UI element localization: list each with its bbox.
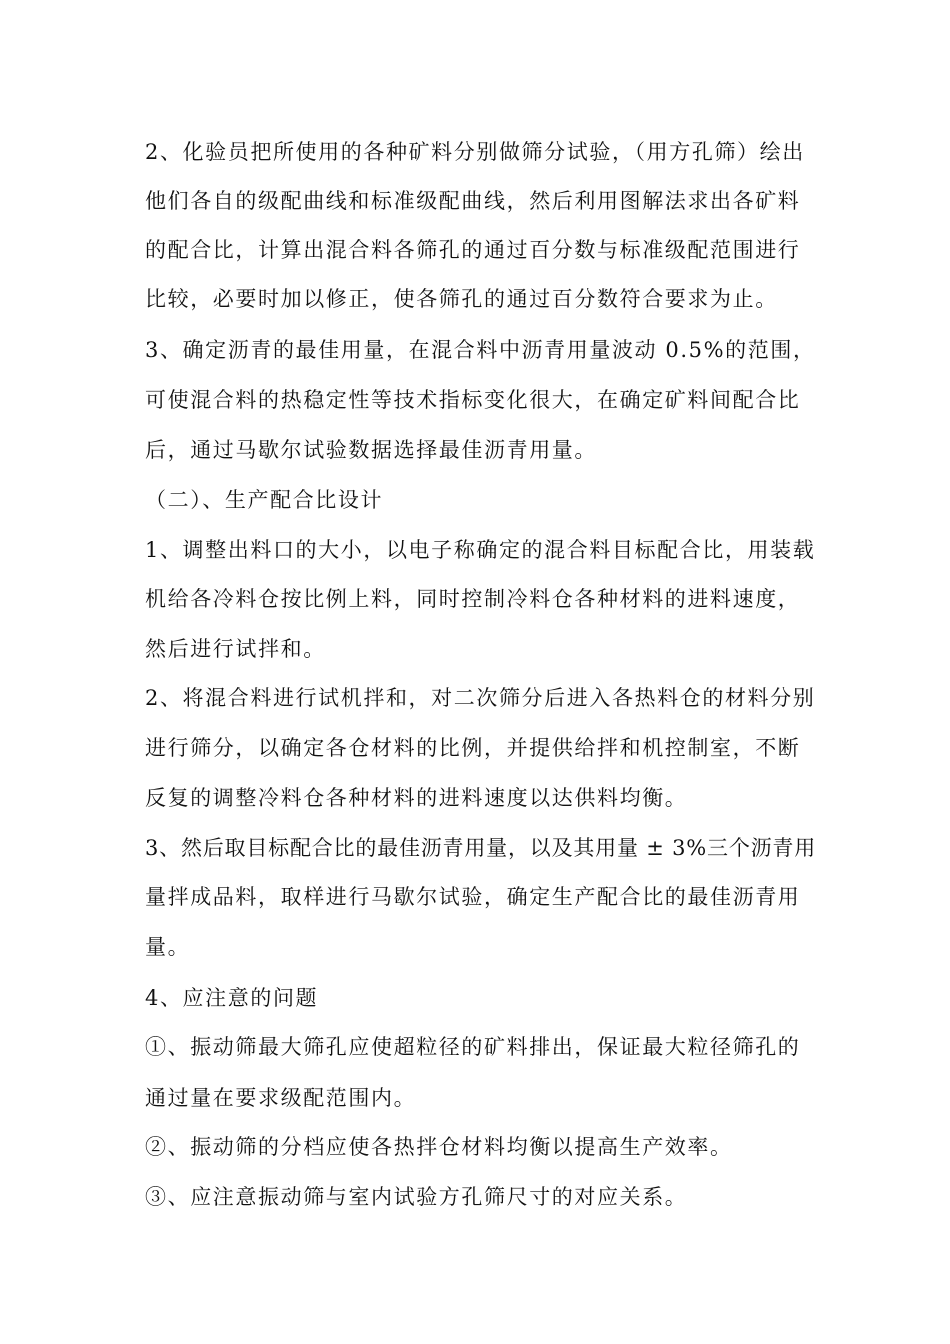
text-line: 1、调整出料口的大小，以电子称确定的混合料目标配合比，用装载 — [145, 538, 816, 562]
text-line: 2、将混合料进行试机拌和，对二次筛分后进入各热料仓的材料分别 — [145, 686, 816, 710]
text-line: 可使混合料的热稳定性等技术指标变化很大，在确定矿料间配合比 — [145, 388, 801, 412]
text-line: 机给各冷料仓按比例上料，同时控制冷料仓各种材料的进料速度， — [145, 587, 801, 611]
text-line: 3、然后取目标配合比的最佳沥青用量，以及其用量 ± 3%三个沥青用 — [145, 836, 817, 860]
text-line: 3、确定沥青的最佳用量，在混合料中沥青用量波动 0.5%的范围， — [145, 338, 816, 362]
text-line: 比较，必要时加以修正，使各筛孔的通过百分数符合要求为止。 — [145, 287, 778, 311]
text-line: 的配合比，计算出混合料各筛孔的通过百分数与标准级配范围进行 — [145, 238, 801, 262]
text-line: 他们各自的级配曲线和标准级配曲线，然后利用图解法求出各矿料 — [145, 189, 801, 213]
text-line: ①、振动筛最大筛孔应使超粒径的矿料排出，保证最大粒径筛孔的 — [145, 1035, 801, 1059]
text-line: ②、振动筛的分档应使各热拌仓材料均衡以提高生产效率。 — [145, 1135, 733, 1159]
text-line: 后，通过马歇尔试验数据选择最佳沥青用量。 — [145, 438, 597, 462]
text-line: 反复的调整冷料仓各种材料的进料速度以达供料均衡。 — [145, 786, 688, 810]
text-line: ③、应注意振动筛与室内试验方孔筛尺寸的对应关系。 — [145, 1185, 688, 1209]
text-line: 量拌成品料，取样进行马歇尔试验，确定生产配合比的最佳沥青用 — [145, 885, 801, 909]
text-line: 然后进行试拌和。 — [145, 637, 326, 661]
text-line: 通过量在要求级配范围内。 — [145, 1086, 417, 1110]
text-line: 进行筛分，以确定各仓材料的比例，并提供给拌和机控制室，不断 — [145, 736, 801, 760]
subsection-heading: 4、应注意的问题 — [145, 986, 319, 1010]
text-line: 2、化验员把所使用的各种矿料分别做筛分试验，（用方孔筛）绘出 — [145, 140, 805, 164]
text-line: 量。 — [145, 935, 191, 959]
section-heading: （二）、生产配合比设计 — [145, 488, 384, 512]
